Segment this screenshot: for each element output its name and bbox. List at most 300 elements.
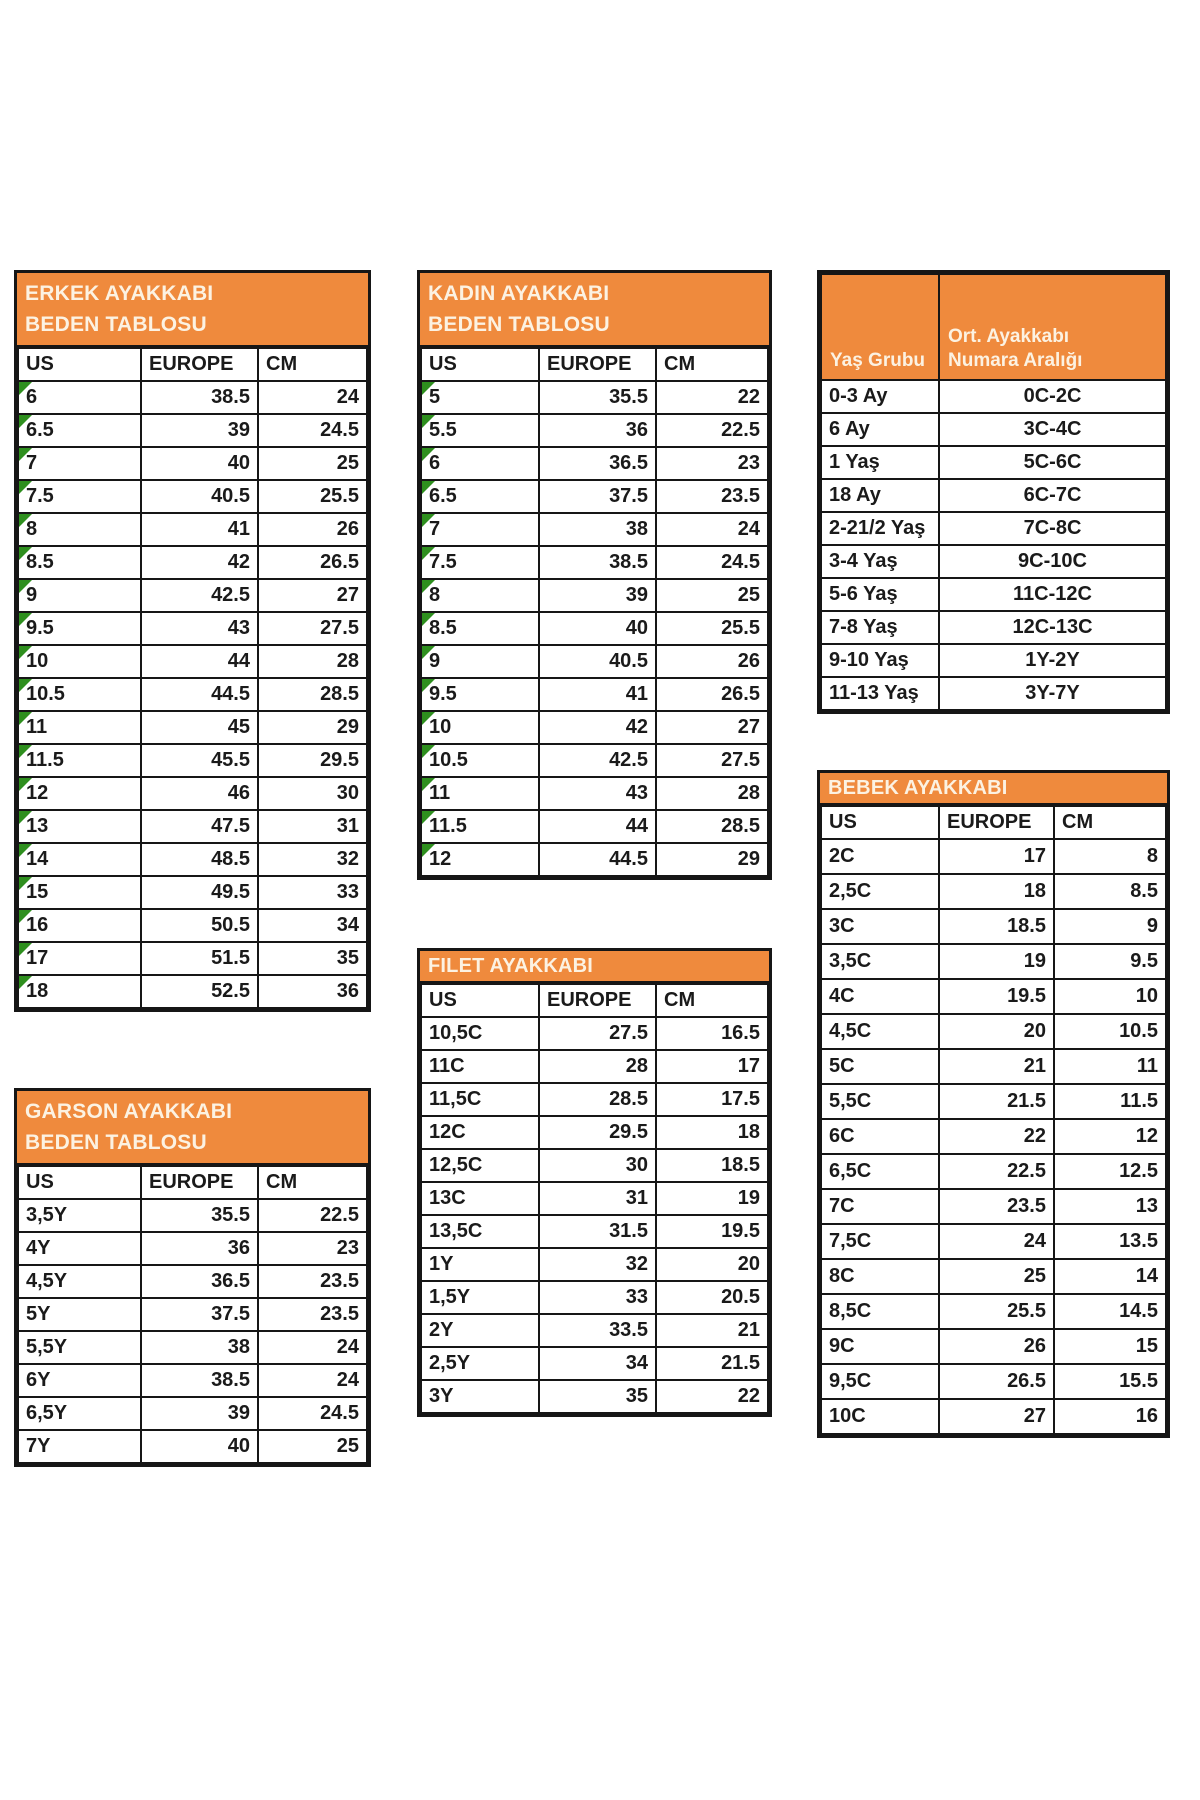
column-header-row [821,806,1166,839]
cell: 16 [1054,1399,1166,1434]
cell: 8.5 [421,612,539,645]
cell: 44 [141,645,258,678]
table-row [821,1224,1166,1259]
table-row [821,512,1166,545]
cell: 11,5C [421,1083,539,1116]
cell: 7-8 Yaş [821,611,939,644]
cell: 5,5C [821,1084,939,1119]
cell: 35.5 [141,1199,258,1232]
cell: 3C [821,909,939,944]
title-line: BEDEN TABLOSU [25,313,207,336]
cell: 24 [656,513,768,546]
cell: 11 [421,777,539,810]
green-corner-marker [19,712,32,725]
column-header-row [18,348,367,381]
cell: 19.5 [656,1215,768,1248]
table-row [421,1050,768,1083]
table-row [18,1298,367,1331]
column-header-europe: EUROPE [141,1166,258,1199]
column-header-cm: CM [656,348,768,381]
cell: 12,5C [421,1149,539,1182]
cell: 27.5 [539,1017,656,1050]
table-row [18,645,367,678]
table-row [18,876,367,909]
cell: 38 [539,513,656,546]
cell: 21.5 [656,1347,768,1380]
cell: 9C [821,1329,939,1364]
table-row [421,381,768,414]
table-row [821,380,1166,413]
cell: 11C-12C [939,578,1166,611]
green-corner-marker [19,547,32,560]
cell: 6Y [18,1364,141,1397]
cell: 23.5 [258,1298,367,1331]
cell: 6 Ay [821,413,939,446]
cell: 16 [18,909,141,942]
cell: 3,5C [821,944,939,979]
table-row [421,678,768,711]
cell: 9.5 [421,678,539,711]
cell: 36.5 [141,1265,258,1298]
green-corner-marker [422,712,435,725]
table-row [421,1314,768,1347]
column-header-cm: CM [258,348,367,381]
cell: 35 [258,942,367,975]
cell: 42.5 [141,579,258,612]
table-row [821,446,1166,479]
cell: 25.5 [258,480,367,513]
cell: 23.5 [656,480,768,513]
cell: 29 [258,711,367,744]
cell: 31 [539,1182,656,1215]
green-corner-marker [422,679,435,692]
cell: 9 [1054,909,1166,944]
cell: 31 [258,810,367,843]
cell: 22.5 [258,1199,367,1232]
table-row [821,1399,1166,1434]
table-row [821,1294,1166,1329]
table-row [821,1364,1166,1399]
cell: 8,5C [821,1294,939,1329]
cell: 12.5 [1054,1154,1166,1189]
cell: 38 [141,1331,258,1364]
cell: 2,5C [821,874,939,909]
kadin-table-grid [420,347,769,877]
column-header-europe: EUROPE [939,806,1054,839]
table-row [18,1265,367,1298]
cell: 29.5 [539,1116,656,1149]
cell: 6C-7C [939,479,1166,512]
cell: 26.5 [656,678,768,711]
cell: 10.5 [421,744,539,777]
cell: 0-3 Ay [821,380,939,413]
cell: 8.5 [1054,874,1166,909]
cell: 2-21/2 Yaş [821,512,939,545]
cell: 3C-4C [939,413,1166,446]
cell: 40 [141,1430,258,1463]
cell: 22 [656,1380,768,1413]
table-row [421,1149,768,1182]
cell: 7C-8C [939,512,1166,545]
cell: 12 [421,843,539,876]
cell: 18 Ay [821,479,939,512]
table-row [421,579,768,612]
cell: 10 [1054,979,1166,1014]
cell: 18.5 [939,909,1054,944]
table-row [421,1380,768,1413]
table-row [421,744,768,777]
kadin-table-title [420,273,769,347]
cell: 1 Yaş [821,446,939,479]
yas-grubu-table-grid [820,273,1167,711]
table-row [421,777,768,810]
green-corner-marker [19,415,32,428]
table-row [18,975,367,1008]
cell: 8.5 [18,546,141,579]
cell: 12 [1054,1119,1166,1154]
table-row [18,942,367,975]
cell: 18 [939,874,1054,909]
column-header-us: US [821,806,939,839]
cell: 1Y [421,1248,539,1281]
bebek-table-grid [820,805,1167,1435]
cell: 27.5 [656,744,768,777]
cell: 43 [141,612,258,645]
cell: 21 [656,1314,768,1347]
table-row [18,381,367,414]
cell: 30 [539,1149,656,1182]
green-corner-marker [19,448,32,461]
column-header-row [821,274,1166,380]
cell: 9 [18,579,141,612]
cell: 5 [421,381,539,414]
table-row [18,810,367,843]
cell: 36 [258,975,367,1008]
green-corner-marker [19,910,32,923]
column-header-europe: EUROPE [141,348,258,381]
title-line: ERKEK AYAKKABI [25,282,214,305]
column-header-us: US [18,348,141,381]
filet-table-title: FILET AYAKKABI [420,951,769,983]
table-row [821,1329,1166,1364]
green-corner-marker [422,811,435,824]
cell: 41 [141,513,258,546]
table-row [18,1331,367,1364]
table-row [18,414,367,447]
column-header-europe: EUROPE [539,348,656,381]
table-row [421,810,768,843]
table-row [18,1232,367,1265]
cell: 44 [539,810,656,843]
erkek-size-table [14,270,371,1012]
column-header-us: US [421,348,539,381]
cell: 24.5 [656,546,768,579]
cell: 5.5 [421,414,539,447]
cell: 9.5 [18,612,141,645]
cell: 38.5 [141,381,258,414]
header-line: Numara Aralığı [948,350,1083,371]
cell: 13 [18,810,141,843]
cell: 7,5C [821,1224,939,1259]
title-line: KADIN AYAKKABI [428,282,610,305]
cell: 38.5 [141,1364,258,1397]
table-row [821,479,1166,512]
cell: 51.5 [141,942,258,975]
cell: 10 [421,711,539,744]
cell: 5-6 Yaş [821,578,939,611]
cell: 35 [539,1380,656,1413]
cell: 29 [656,843,768,876]
cell: 50.5 [141,909,258,942]
cell: 3Y [421,1380,539,1413]
green-corner-marker [19,745,32,758]
column-header-us: US [18,1166,141,1199]
cell: 32 [539,1248,656,1281]
table-row [821,1049,1166,1084]
cell: 17 [939,839,1054,874]
cell: 28.5 [539,1083,656,1116]
cell: 17.5 [656,1083,768,1116]
cell: 4Y [18,1232,141,1265]
table-row [421,1182,768,1215]
column-header-europe: EUROPE [539,984,656,1017]
cell: 12C-13C [939,611,1166,644]
cell: 22 [939,1119,1054,1154]
cell: 37.5 [141,1298,258,1331]
cell: 28 [539,1050,656,1083]
cell: 7C [821,1189,939,1224]
table-row [821,644,1166,677]
title-line: BEDEN TABLOSU [25,1131,207,1154]
cell: 42.5 [539,744,656,777]
table-row [18,843,367,876]
filet-size-table [417,948,772,1417]
cell: 8 [1054,839,1166,874]
cell: 40 [141,447,258,480]
table-row [421,843,768,876]
green-corner-marker [19,976,32,989]
cell: 30 [258,777,367,810]
cell: 24 [258,1364,367,1397]
cell: 11.5 [1054,1084,1166,1119]
cell: 23.5 [939,1189,1054,1224]
green-corner-marker [422,382,435,395]
cell: 14 [18,843,141,876]
cell: 12C [421,1116,539,1149]
cell: 42 [141,546,258,579]
green-corner-marker [19,679,32,692]
cell: 26.5 [258,546,367,579]
table-row [18,579,367,612]
erkek-table-title [17,273,368,347]
title-line: BEDEN TABLOSU [428,313,610,336]
green-corner-marker [19,943,32,956]
table-row [18,1430,367,1463]
cell: 19 [656,1182,768,1215]
green-corner-marker [422,415,435,428]
table-row [821,979,1166,1014]
cell: 8 [421,579,539,612]
cell: 43 [539,777,656,810]
table-row [821,1259,1166,1294]
cell: 25 [656,579,768,612]
cell: 24 [939,1224,1054,1259]
green-corner-marker [422,613,435,626]
cell: 3-4 Yaş [821,545,939,578]
cell: 25.5 [939,1294,1054,1329]
cell: 23 [656,447,768,480]
cell: 6,5C [821,1154,939,1189]
cell: 9C-10C [939,545,1166,578]
table-row [421,480,768,513]
green-corner-marker [422,547,435,560]
cell: 20.5 [656,1281,768,1314]
cell: 39 [539,579,656,612]
green-corner-marker [19,811,32,824]
cell: 42 [539,711,656,744]
column-header-us: US [421,984,539,1017]
cell: 2C [821,839,939,874]
cell: 28 [656,777,768,810]
cell: 28 [258,645,367,678]
table-row [421,612,768,645]
cell: 20 [656,1248,768,1281]
table-row [821,413,1166,446]
table-row [821,677,1166,710]
cell: 40.5 [141,480,258,513]
column-header-yas-grubu: Yaş Grubu [821,274,939,380]
green-corner-marker [422,448,435,461]
table-row [821,1119,1166,1154]
cell: 7.5 [421,546,539,579]
cell: 5C-6C [939,446,1166,479]
cell: 24.5 [258,414,367,447]
cell: 13,5C [421,1215,539,1248]
cell: 6 [421,447,539,480]
cell: 27 [656,711,768,744]
cell: 3,5Y [18,1199,141,1232]
cell: 35.5 [539,381,656,414]
cell: 18 [656,1116,768,1149]
cell: 9 [421,645,539,678]
green-corner-marker [19,613,32,626]
cell: 6C [821,1119,939,1154]
cell: 10C [821,1399,939,1434]
cell: 5C [821,1049,939,1084]
column-header-cm: CM [656,984,768,1017]
cell: 1,5Y [421,1281,539,1314]
table-row [18,447,367,480]
bebek-size-table [817,770,1170,1438]
cell: 40.5 [539,645,656,678]
cell: 32 [258,843,367,876]
bebek-table-title: BEBEK AYAKKABI [820,773,1167,805]
table-row [421,447,768,480]
cell: 24 [258,1331,367,1364]
table-row [18,711,367,744]
cell: 7 [18,447,141,480]
cell: 1Y-2Y [939,644,1166,677]
cell: 4,5C [821,1014,939,1049]
green-corner-marker [19,778,32,791]
table-row [421,711,768,744]
table-row [821,611,1166,644]
cell: 34 [258,909,367,942]
cell: 10.5 [18,678,141,711]
cell: 8C [821,1259,939,1294]
table-row [18,1199,367,1232]
table-row [421,645,768,678]
cell: 45.5 [141,744,258,777]
table-row [18,744,367,777]
green-corner-marker [422,580,435,593]
cell: 4,5Y [18,1265,141,1298]
cell: 19.5 [939,979,1054,1014]
table-row [18,678,367,711]
table-row [18,480,367,513]
filet-table-grid [420,983,769,1414]
cell: 37.5 [539,480,656,513]
cell: 26 [939,1329,1054,1364]
cell: 18 [18,975,141,1008]
cell: 25.5 [656,612,768,645]
cell: 39 [141,414,258,447]
table-row [421,1083,768,1116]
cell: 22.5 [656,414,768,447]
green-corner-marker [422,646,435,659]
cell: 6.5 [18,414,141,447]
cell: 6.5 [421,480,539,513]
cell: 10,5C [421,1017,539,1050]
cell: 11-13 Yaş [821,677,939,710]
cell: 25 [258,447,367,480]
cell: 26 [258,513,367,546]
table-row [821,839,1166,874]
cell: 3Y-7Y [939,677,1166,710]
table-row [821,1014,1166,1049]
cell: 9,5C [821,1364,939,1399]
cell: 46 [141,777,258,810]
cell: 13.5 [1054,1224,1166,1259]
green-corner-marker [19,844,32,857]
cell: 31.5 [539,1215,656,1248]
garson-table-grid [17,1165,368,1464]
green-corner-marker [19,514,32,527]
green-corner-marker [19,481,32,494]
table-row [421,546,768,579]
green-corner-marker [422,514,435,527]
cell: 9.5 [1054,944,1166,979]
table-row [821,578,1166,611]
cell: 34 [539,1347,656,1380]
title-line: GARSON AYAKKABI [25,1100,233,1123]
table-row [421,1347,768,1380]
table-row [821,1189,1166,1224]
table-row [421,1215,768,1248]
cell: 12 [18,777,141,810]
cell: 6,5Y [18,1397,141,1430]
green-corner-marker [19,382,32,395]
table-row [821,874,1166,909]
header-line: Ort. Ayakkabı [948,326,1070,347]
cell: 21.5 [939,1084,1054,1119]
cell: 22 [656,381,768,414]
cell: 27.5 [258,612,367,645]
green-corner-marker [422,778,435,791]
table-row [18,546,367,579]
cell: 28.5 [656,810,768,843]
table-row [421,1017,768,1050]
